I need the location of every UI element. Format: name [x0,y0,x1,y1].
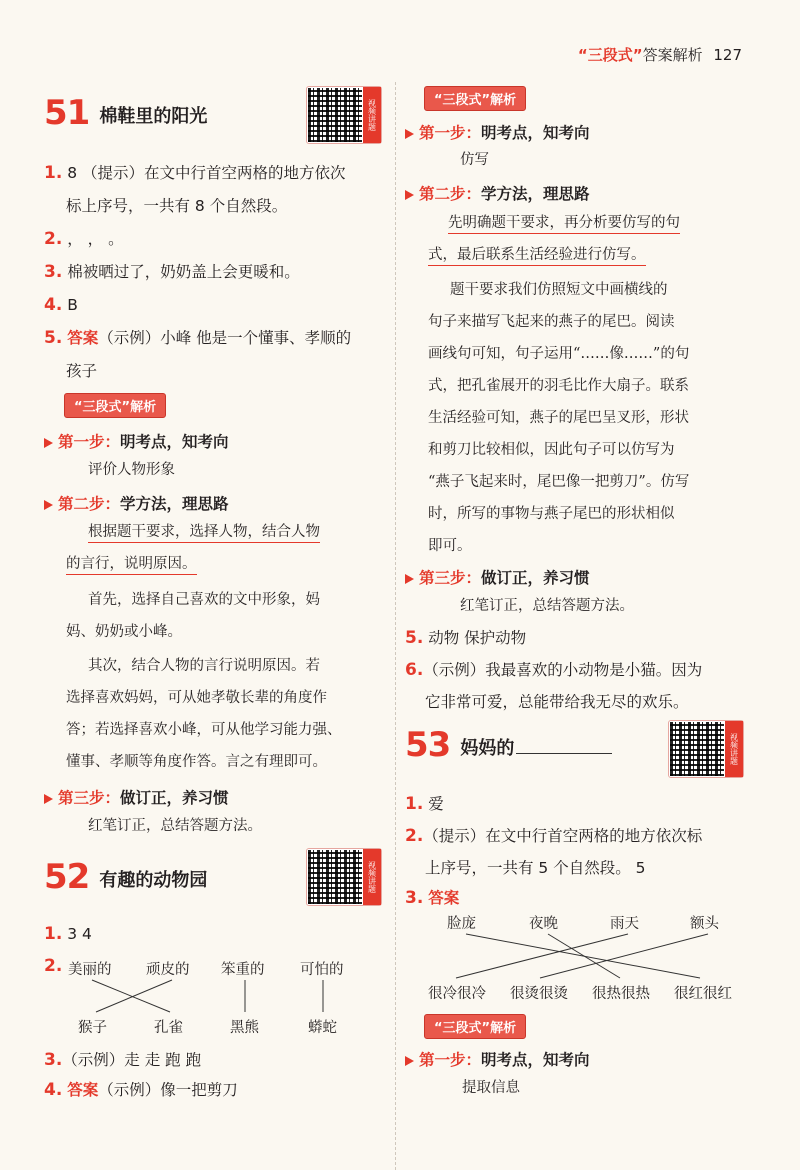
step-1-body: 仿写 [460,152,489,168]
answer-53-1: 1. 爱 [405,794,444,814]
answer-51-5: 5. 答案（示例）小峰 他是一个懂事、孝顺的 [44,328,352,348]
match-bottom-2: 孔雀 [154,1020,183,1036]
paragraph-line: 选择喜欢妈妈，可从她孝敬长辈的角度作 [66,690,327,706]
page-number: 127 [713,46,742,64]
section-number: 51 [44,93,90,133]
answer-52-1: 1. 3 4 [44,924,92,944]
answer-52-5: 5. 动物 保护动物 [405,628,527,648]
paragraph-line: “燕子飞起来时，尾巴像一把剪刀”。仿写 [428,474,690,490]
step-2-underlined-cont: 的言行，说明原因。 [66,554,197,574]
paragraph-line: 题干要求我们仿照短文中画横线的 [450,282,668,298]
answer-51-2: 2. ， ， 。 [44,229,124,249]
paragraph-line: 其次，结合人物的言行说明原因。若 [88,658,320,674]
match-top-4: 可怕的 [300,962,344,978]
step-1: 第一步：明考点，知考向 [405,121,590,143]
step-3-body: 红笔订正，总结答题方法。 [88,818,262,834]
answer-52-4: 4. 答案（示例）像一把剪刀 [44,1080,238,1100]
section-title: 有趣的动物园 [99,870,208,891]
paragraph-line: 懂事、孝顺等角度作答。言之有理即可。 [66,754,327,770]
paragraph-line: 时，所写的事物与燕子尾巴的形状相似 [428,506,675,522]
match-top-3: 笨重的 [221,962,265,978]
header-rest: 答案解析 [642,46,703,64]
section-number: 52 [44,857,90,897]
paragraph-line: 句子来描写飞起来的燕子的尾巴。阅读 [428,314,675,330]
qr-label: 视频讲题 [725,721,743,777]
answer-51-5-cont: 孩子 [66,362,98,380]
answer-52-3: 3.（示例）走 走 跑 跑 [44,1050,202,1070]
section-number: 53 [405,725,451,765]
match-bottom-3: 很热很热 [592,986,650,1002]
paragraph-line: 答；若选择喜欢小峰，可从他学习能力强、 [66,722,342,738]
qr-label: 视频讲题 [363,87,381,143]
paragraph-line: 即可。 [428,538,472,554]
analysis-badge: “三段式”解析 [64,393,166,418]
answer-51-4: 4. B [44,295,78,315]
match-bottom-2: 很烫很烫 [510,986,568,1002]
answer-53-3: 3. 答案 [405,888,460,908]
section-title: 棉鞋里的阳光 [99,106,208,127]
step-2-underlined: 根据题干要求，选择人物，结合人物 [88,522,320,542]
match-bottom-4: 很红很红 [674,986,732,1002]
answer-53-2-cont: 上序号，一共有 5 个自然段。 5 [425,859,646,877]
match-top-1: 脸庞 [447,916,476,932]
step-1: 第一步：明考点，知考向 [44,430,229,452]
step-3: 第三步：做订正，养习惯 [44,786,229,808]
analysis-badge: “三段式”解析 [424,1014,526,1039]
paragraph-line: 画线句可知，句子运用“……像……”的句 [428,346,690,362]
match-bottom-1: 很冷很冷 [428,986,486,1002]
answer-53-2: 2.（提示）在文中行首空两格的地方依次标 [405,826,703,846]
match-top-1: 美丽的 [68,962,112,978]
section-title: 妈妈的 [460,734,612,760]
answer-51-1-cont: 标上序号，一共有 8 个自然段。 [66,197,288,215]
answer-52-2: 2. [44,956,63,976]
header-brand: “三段式” [577,46,643,64]
answer-51-3: 3. 棉被晒过了，奶奶盖上会更暖和。 [44,262,300,282]
match-bottom-4: 蟒蛇 [308,1020,337,1036]
match-top-4: 额头 [690,916,719,932]
arrow-icon [405,1056,414,1066]
paragraph-line: 和剪刀比较相似，因此句子可以仿写为 [428,442,675,458]
step-2: 第二步：学方法，理思路 [405,182,590,204]
step-2-underlined: 先明确题干要求，再分析要仿写的句 [448,213,680,233]
match-top-3: 雨天 [610,916,639,932]
answer-51-1: 1. 8 （提示）在文中行首空两格的地方依次 [44,163,346,183]
match-top-2: 顽皮的 [146,962,190,978]
qr-label: 视频讲题 [363,849,381,905]
match-top-2: 夜晚 [529,916,558,932]
paragraph-line: 生活经验可知，燕子的尾巴呈叉形，形状 [428,410,689,426]
paragraph-line: 式，把孔雀展开的羽毛比作大扇子。联系 [428,378,689,394]
match-bottom-1: 猴子 [78,1020,107,1036]
answer-52-6-cont: 它非常可爱，总能带给我无尽的欢乐。 [425,693,689,711]
answer-52-6: 6.（示例）我最喜欢的小动物是小猫。因为 [405,660,703,680]
analysis-badge: “三段式”解析 [424,86,526,111]
step-3: 第三步：做订正，养习惯 [405,566,590,588]
step-1-body: 提取信息 [462,1080,520,1096]
step-2-underlined-cont: 式，最后联系生活经验进行仿写。 [428,245,646,265]
match-bottom-3: 黑熊 [230,1020,259,1036]
step-1: 第一步：明考点，知考向 [405,1048,590,1070]
step-2: 第二步：学方法，理思路 [44,492,229,514]
step-3-body: 红笔订正，总结答题方法。 [460,598,634,614]
step-1-body: 评价人物形象 [88,462,175,478]
paragraph-line: 首先，选择自己喜欢的文中形象，妈 [88,592,320,608]
paragraph-line: 妈、奶奶或小峰。 [66,624,182,640]
